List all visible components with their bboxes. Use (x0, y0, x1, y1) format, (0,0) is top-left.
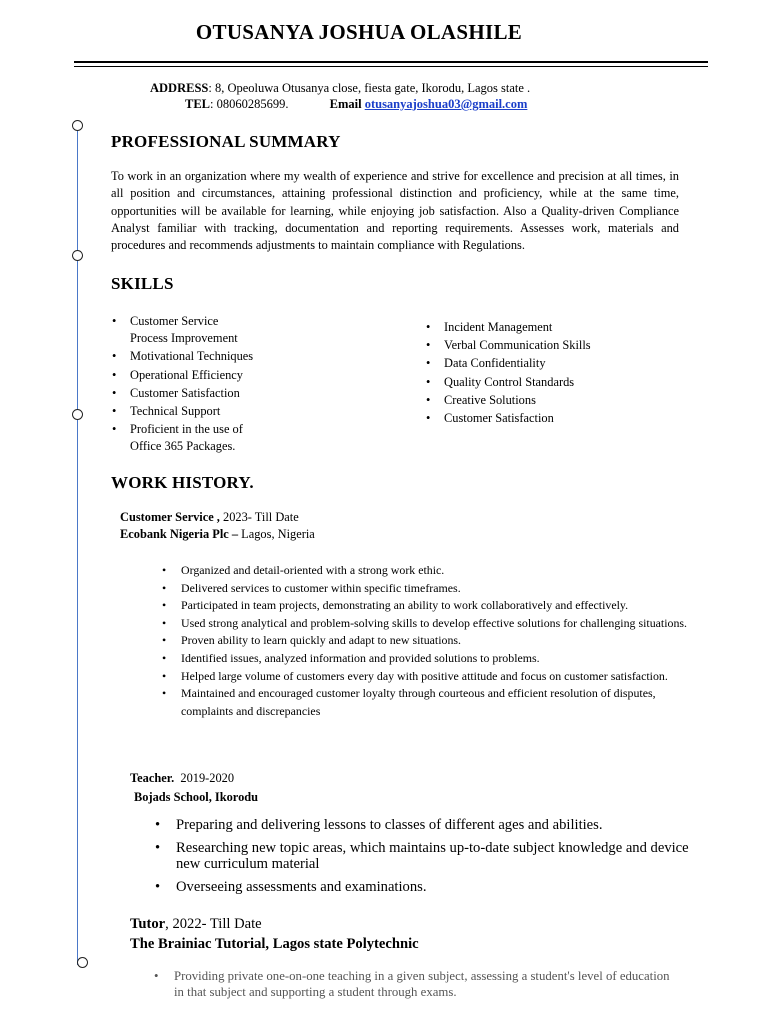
address-value: : 8, Opeoluwa Otusanya close, fiesta gate, Ikorodu, Lagos state . (208, 81, 531, 95)
job3-title (130, 916, 262, 933)
job1-duties (160, 562, 690, 720)
duty-item: • Identified issues, analyzed information and provided solutions to problems. (160, 650, 690, 668)
job1-company: Ecobank Nigeria Plc – (120, 527, 239, 541)
job2-role: Teacher. (130, 771, 175, 785)
skill-item: • Incident Management (426, 318, 686, 336)
address-label: ADDRESS (150, 81, 209, 95)
skill-item: • Quality Control Standards (426, 373, 686, 391)
job3-period: , 2022- Till Date (165, 916, 262, 932)
email-label: Email (329, 97, 362, 111)
header-rule-thin (74, 66, 708, 67)
job1-title (120, 510, 299, 525)
work-history-heading: WORK HISTORY. (111, 473, 254, 492)
skill-item: • Customer Service (112, 312, 332, 330)
job3-duties (152, 968, 672, 1000)
skills-list-right (426, 318, 686, 427)
duty-item: • Preparing and delivering lessons to classes of different ages and abilities. (154, 817, 699, 833)
skill-item: • Verbal Communication Skills (426, 336, 686, 354)
summary-text: To work in an organization where my wealth of experience and strive for excellence and precision at all times, in all position and circumstances, attaining professional distinction and proficiency, while at the same time, opportunities will be available for learning, while enjoying job satisfaction. Also a Quality-driven Compliance Analyst familiar with tracking, documentation and reporting requirements. Assesses work, materials and procedures and recommends adjustments to maintain compliance with Regulations. (111, 169, 679, 253)
candidate-name: OTUSANYA JOSHUA OLASHILE (195, 20, 523, 44)
header-rule-thick (74, 61, 708, 63)
summary-heading: PROFESSIONAL SUMMARY (111, 132, 341, 151)
job3-company: The Brainiac Tutorial, Lagos state Polytechnic (130, 936, 419, 952)
job1-organization (120, 527, 315, 542)
duty-item: • Helped large volume of customers every day with positive attitude and focus on customer satisfaction. (160, 668, 690, 686)
duty-item: • Overseeing assessments and examinations. (154, 879, 699, 895)
skills-heading: SKILLS (111, 274, 174, 293)
timeline-node (72, 250, 83, 261)
timeline-node (77, 957, 88, 968)
job1-role: Customer Service , (120, 510, 220, 524)
duty-item: • Organized and detail-oriented with a strong work ethic. (160, 562, 690, 580)
job2-duties (154, 817, 699, 902)
skill-item: • Operational Efficiency (112, 366, 332, 384)
skill-item: • Technical Support (112, 402, 332, 420)
job3-role: Tutor (130, 916, 166, 932)
duty-item: • Researching new topic areas, which maintains up-to-date subject knowledge and device new curriculum material (154, 840, 699, 872)
skill-item: • Motivational Techniques (112, 347, 332, 365)
duty-item: • Proven ability to learn quickly and adapt to new situations. (160, 632, 690, 650)
address-line (150, 81, 530, 96)
timeline-node (72, 120, 83, 131)
job2-title (130, 771, 234, 786)
tel-value: : 08060285699. (210, 97, 289, 111)
job1-location: Lagos, Nigeria (238, 527, 315, 541)
skill-item: Office 365 Packages. (130, 439, 236, 454)
skill-item: • Creative Solutions (426, 391, 686, 409)
skill-item: • Customer Satisfaction (426, 409, 686, 427)
job1-period: 2023- Till Date (219, 510, 299, 524)
email-link[interactable]: otusanyajoshua03@gmail.com (364, 97, 528, 111)
skills-list-left (112, 312, 332, 456)
job2-period: 2019-2020 (180, 771, 235, 785)
timeline-node (72, 409, 83, 420)
duty-item: • Providing private one-on-one teaching in a given subject, assessing a student's level of education in that subject and supporting a student through exams. (152, 968, 672, 1000)
skill-item: • Data Confidentiality (426, 354, 686, 372)
skill-item: • Proficient in the use of (112, 420, 332, 438)
duty-item: • Maintained and encouraged customer loyalty through courteous and efficient resolution of disputes, complaints and discrepancies (160, 685, 690, 720)
tel-label: TEL (185, 97, 211, 111)
duty-item: • Delivered services to customer within specific timeframes. (160, 580, 690, 598)
contact-line (185, 97, 527, 112)
duty-item: • Participated in team projects, demonstrating an ability to work collaboratively and effectively. (160, 597, 690, 615)
skill-item: • Customer Satisfaction (112, 384, 332, 402)
duty-item: • Used strong analytical and problem-solving skills to develop effective solutions for challenging situations. (160, 615, 690, 633)
skill-item: Process Improvement (130, 331, 238, 346)
job2-company: Bojads School, Ikorodu (134, 790, 259, 804)
